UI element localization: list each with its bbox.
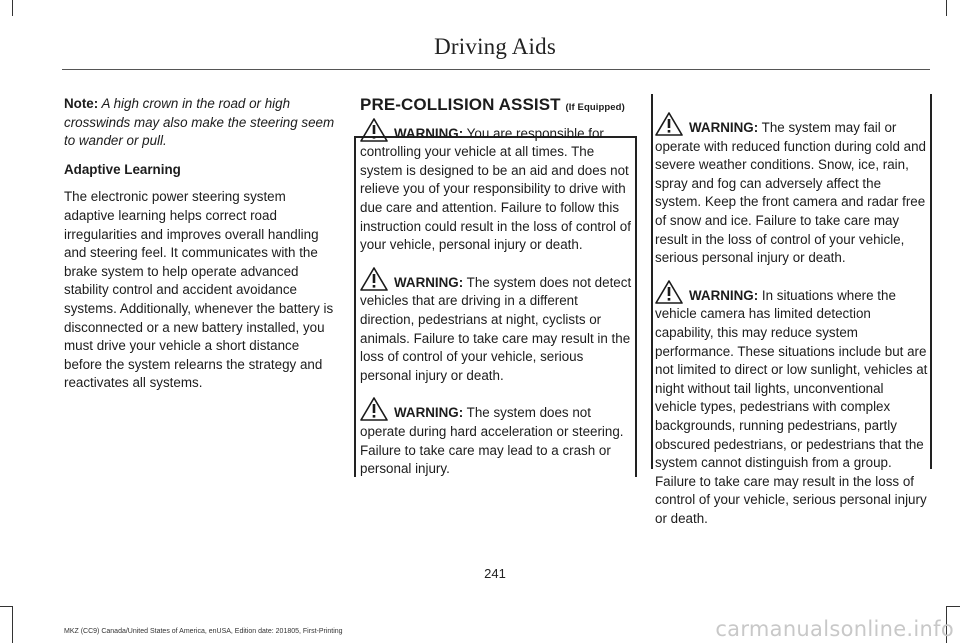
header-rule <box>62 69 930 70</box>
crop-mark-top-left-v <box>12 0 13 16</box>
warning-label: WARNING: <box>394 125 464 141</box>
warning-item <box>360 267 632 386</box>
crop-mark-top-right-v <box>946 0 947 16</box>
warning-item <box>655 112 928 268</box>
warning-item <box>655 280 928 529</box>
crop-mark-bottom-right-h <box>946 606 960 607</box>
warning-triangle-icon <box>360 397 388 421</box>
warning-label: WARNING: <box>394 405 464 421</box>
page-number: 241 <box>484 566 506 581</box>
note-label: Note: <box>64 96 99 111</box>
watermark: carmanualsonline.info <box>715 617 954 641</box>
note-text: A high crown in the road or high crosswinds may also make the steering seem to wander or pull. <box>64 96 335 149</box>
left-column <box>64 95 338 393</box>
section-title: PRE-COLLISION ASSIST <box>360 95 561 114</box>
page-title: Driving Aids <box>434 34 556 59</box>
warning-text: The system does not detect vehicles that are driving in a different direction, pedestrians at night, cyclists or animals. Failure to take care may result in the loss of control of your vehicle, serious personal injury or death. <box>360 274 632 383</box>
section-qualifier: (If Equipped) <box>565 102 625 113</box>
warning-label: WARNING: <box>689 287 759 303</box>
warning-triangle-icon <box>360 118 388 142</box>
warning-text: In situations where the vehicle camera has limited detection capability, this may reduce system performance. These situations include but are not limited to direct or low sunlight, vehicles at night without tail lights, unconventional vehicle types, pedestrians with complex backgrounds, running pedestrians, partly obscured pedestrians, or pedestrians that the system cannot distinguish from a group. Failure to take care may result in the loss of control of your vehicle, serious personal injury or death. <box>655 287 928 526</box>
warning-text: The system may fail or operate with reduced function during cold and severe weather conditions. Snow, ice, rain, spray and fog can adversely affect the system. Keep the front camera and radar free of snow and ice. Failure to take care may result in the loss of control of your vehicle, serious personal injury or death. <box>655 120 926 266</box>
warning-triangle-icon <box>655 280 683 304</box>
crop-mark-bottom-left-v <box>12 606 13 643</box>
middle-column <box>360 96 632 491</box>
edition-footer: MKZ (CC9) Canada/United States of America, enUSA, Edition date: 201805, First-Printing <box>64 628 343 635</box>
adaptive-learning-heading: Adaptive Learning <box>64 161 181 177</box>
warning-triangle-icon <box>360 267 388 291</box>
warning-triangle-icon <box>655 112 683 136</box>
warning-text: The system does not operate during hard acceleration or steering. Failure to take care may lead to a crash or personal injury. <box>360 405 624 477</box>
right-column <box>655 112 928 540</box>
adaptive-learning-paragraph: The electronic power steering system adaptive learning helps correct road irregularities and improves overall handling and steering feel. It communicates with the brake system to help operate advanced stability control and accident avoidance systems. Additionally, whenever the battery is disconnected or a new battery installed, you must drive your vehicle a short distance before the system relearns the strategy and reactivates all systems. <box>64 189 334 391</box>
crop-mark-bottom-left-h <box>0 606 13 607</box>
warning-label: WARNING: <box>394 274 464 290</box>
warning-item <box>360 397 632 478</box>
warning-item <box>360 118 632 255</box>
section-heading <box>360 96 632 118</box>
warning-label: WARNING: <box>689 120 759 135</box>
warning-text: You are responsible for controlling your vehicle at all times. The system is designed to be an aid and does not relieve you of your responsibility to drive with due care and attention. Failure to follow this instruction could result in the loss of control of your vehicle, personal injury or death. <box>360 125 631 253</box>
note-paragraph <box>64 95 338 151</box>
